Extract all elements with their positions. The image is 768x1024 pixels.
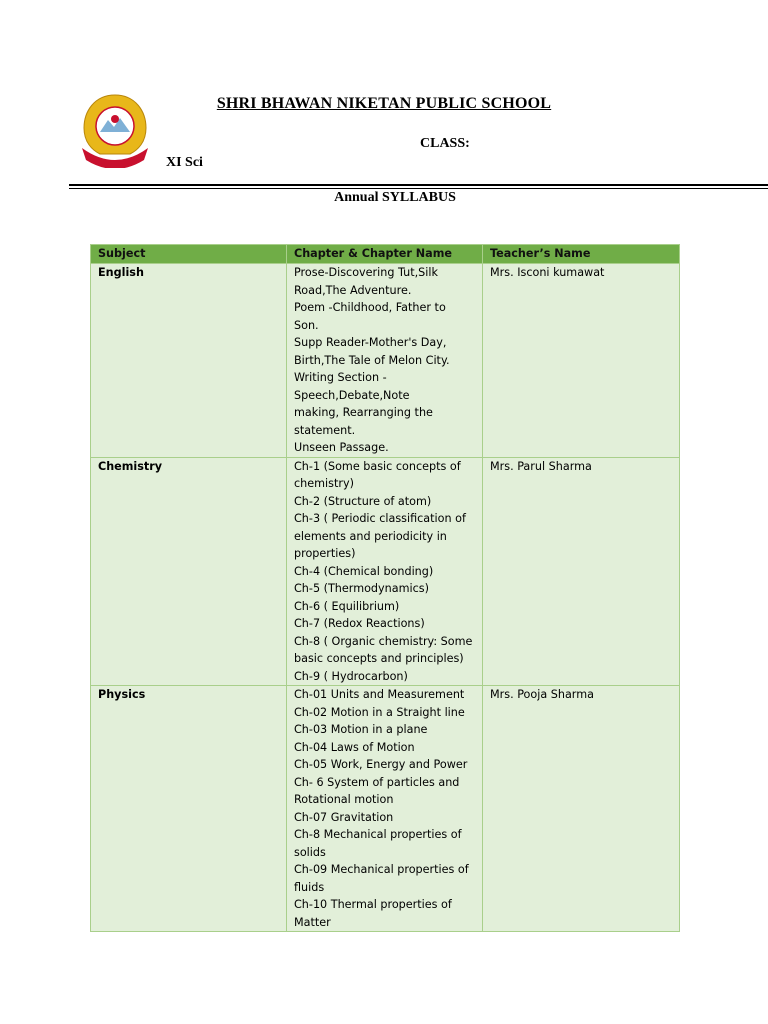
- document-title: Annual SYLLABUS: [334, 190, 456, 205]
- chapter-line: Ch-8 ( Organic chemistry: Some: [294, 634, 473, 648]
- subject-cell: English: [91, 264, 287, 458]
- column-header-teacher: Teacher’s Name: [483, 245, 680, 264]
- table-row: [91, 457, 680, 686]
- column-header-chapters: Chapter & Chapter Name: [287, 245, 483, 264]
- divider-line-thin: [69, 188, 768, 189]
- class-value: XI Sci: [166, 155, 203, 170]
- chapter-line: statement.: [294, 423, 356, 437]
- chapter-line: Writing Section -: [294, 371, 387, 384]
- chapter-line: Speech,Debate,Note: [294, 388, 410, 402]
- chapter-line: Ch-05 Work, Energy and Power: [294, 758, 468, 771]
- chapter-line: solids: [294, 845, 326, 859]
- chapter-line: Ch-5 (Thermodynamics): [294, 582, 429, 595]
- chapter-line: Ch-8 Mechanical properties of: [294, 828, 462, 841]
- chapter-line: Supp Reader-Mother's Day,: [294, 336, 447, 349]
- table-header-row: [91, 245, 680, 264]
- chapter-line: fluids: [294, 880, 325, 894]
- syllabus-table: [90, 244, 680, 932]
- chapter-line: making, Rearranging the: [294, 406, 433, 419]
- column-header-subject: Subject: [91, 245, 287, 264]
- chapter-line: Ch-2 (Structure of atom): [294, 494, 432, 508]
- teacher-cell: Mrs. Isconi kumawat: [483, 264, 680, 458]
- chapter-line: Ch-02 Motion in a Straight line: [294, 705, 465, 719]
- chapter-line: Prose-Discovering Tut,Silk: [294, 266, 438, 279]
- chapter-line: Son.: [294, 318, 319, 332]
- teacher-cell: Mrs. Parul Sharma: [483, 457, 680, 686]
- chapter-line: Ch-10 Thermal properties of: [294, 898, 452, 911]
- chapter-line: Ch-07 Gravitation: [294, 810, 394, 824]
- chapter-line: Ch-3 ( Periodic classification of: [294, 512, 466, 525]
- chapter-line: Ch-09 Mechanical properties of: [294, 863, 469, 876]
- chapter-line: chemistry): [294, 477, 354, 490]
- chapter-line: Ch- 6 System of particles and: [294, 775, 460, 789]
- chapter-line: properties): [294, 547, 356, 560]
- class-label: CLASS:: [420, 136, 470, 151]
- chapter-line: Poem -Childhood, Father to: [294, 301, 446, 314]
- divider-line: [69, 184, 768, 186]
- chapter-line: Matter: [294, 915, 331, 929]
- chapters-cell: [287, 686, 483, 932]
- chapter-line: Ch-04 Laws of Motion: [294, 740, 415, 754]
- chapter-line: Ch-4 (Chemical bonding): [294, 564, 434, 578]
- chapter-line: Ch-9 ( Hydrocarbon): [294, 669, 408, 683]
- table-row: [91, 264, 680, 458]
- subject-cell: Physics: [91, 686, 287, 932]
- teacher-cell: Mrs. Pooja Sharma: [483, 686, 680, 932]
- chapter-line: Road,The Adventure.: [294, 283, 412, 297]
- chapter-line: Unseen Passage.: [294, 441, 389, 454]
- chapter-line: Rotational motion: [294, 793, 394, 806]
- chapter-line: Ch-03 Motion in a plane: [294, 723, 428, 736]
- chapter-line: elements and periodicity in: [294, 529, 447, 543]
- chapters-cell: [287, 264, 483, 458]
- chapters-cell: [287, 457, 483, 686]
- chapter-line: basic concepts and principles): [294, 652, 464, 665]
- table-row: [91, 686, 680, 932]
- chapter-line: Birth,The Tale of Melon City.: [294, 353, 450, 367]
- chapter-line: Ch-7 (Redox Reactions): [294, 617, 425, 630]
- chapter-line: Ch-1 (Some basic concepts of: [294, 459, 461, 473]
- subject-cell: Chemistry: [91, 457, 287, 686]
- chapter-line: Ch-01 Units and Measurement: [294, 688, 465, 701]
- chapter-line: Ch-6 ( Equilibrium): [294, 599, 400, 613]
- school-name: SHRI BHAWAN NIKETAN PUBLIC SCHOOL: [216, 95, 552, 112]
